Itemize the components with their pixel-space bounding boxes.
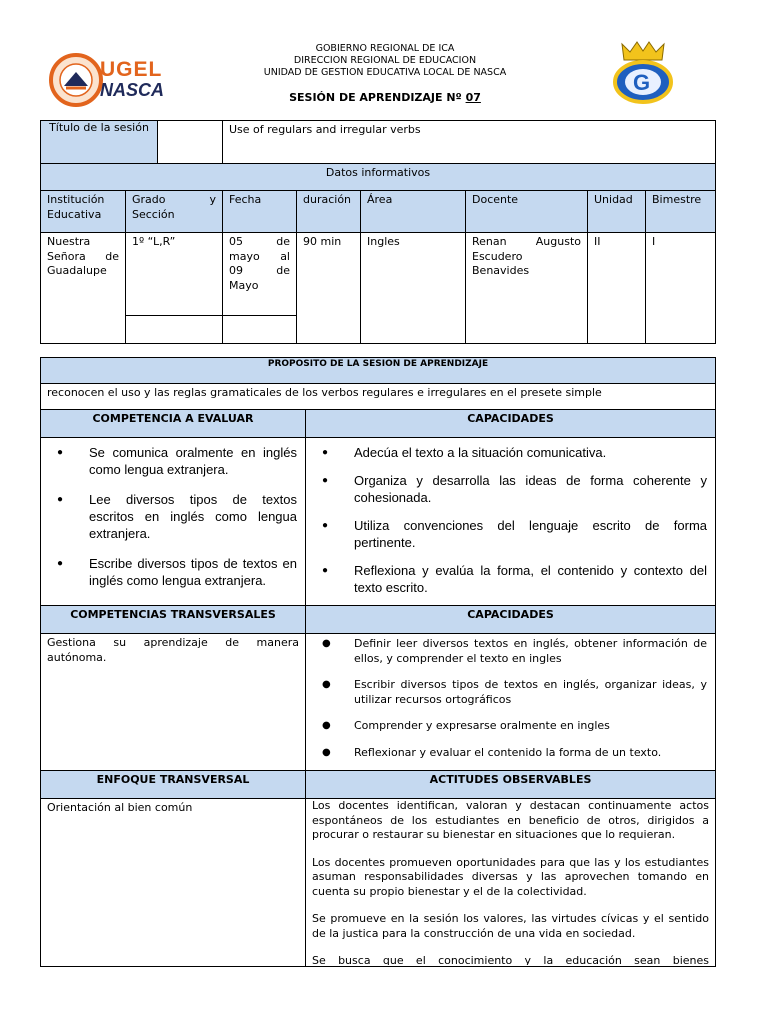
capacidad-item: ● Reflexiona y evalúa la forma, el contenido y contexto del texto escrito. — [306, 562, 707, 596]
actitud-paragraph: Se busca que el conocimiento y la educación sean bienes — [312, 954, 709, 965]
capacidades-list-2 — [306, 637, 707, 760]
val-area: Ingles — [361, 233, 466, 344]
capacidades-header-2: CAPACIDADES — [306, 606, 716, 634]
competencia-item: ● Lee diversos tipos de textos escritos en inglés como lengua extranjera. — [41, 491, 297, 542]
val-bimestre: I — [646, 233, 716, 344]
actitud-paragraph: Se promueve en la sesión los valores, las virtudes cívicas y el sentido de la justica para la construcción de una vida en sociedad. — [312, 912, 709, 940]
session-title-prefix: SESIÓN DE APRENDIZAJE Nº — [289, 91, 466, 104]
header-line-3: UNIDAD DE GESTION EDUCATIVA LOCAL DE NASCA — [263, 67, 507, 78]
col-fecha: Fecha — [223, 191, 297, 233]
school-crest-logo — [610, 38, 676, 104]
competencia-header: COMPETENCIA A EVALUAR — [41, 410, 306, 438]
enfoque-header: ENFOQUE TRANSVERSAL — [41, 771, 306, 799]
val-duracion: 90 min — [297, 233, 361, 344]
val-fecha-empty — [223, 316, 297, 344]
info-table — [40, 120, 716, 344]
val-grado-empty — [126, 316, 223, 344]
capacidades-header-1: CAPACIDADES — [306, 410, 716, 438]
capacidad-item: ● Utiliza convenciones del lenguaje escrito de forma pertinente. — [306, 517, 707, 551]
actitudes-header: ACTITUDES OBSERVABLES — [306, 771, 716, 799]
transversales-header: COMPETENCIAS TRANSVERSALES — [41, 606, 306, 634]
session-number: 07 — [465, 91, 481, 104]
col-unidad: Unidad — [588, 191, 646, 233]
val-fecha: 05 de mayo al 09 de Mayo — [223, 233, 297, 316]
header-line-2: DIRECCION REGIONAL DE EDUCACION — [293, 55, 477, 66]
val-institucion: Nuestra Señora de Guadalupe — [41, 233, 126, 344]
capacidad-item: ● Escribir diversos tipos de textos en inglés, organizar ideas, y utilizar recursos ortográficos — [306, 678, 707, 707]
col-bimestre: Bimestre — [646, 191, 716, 233]
logo-ugel-text: UGEL — [100, 58, 163, 81]
header-line-1: GOBIERNO REGIONAL DE ICA — [315, 43, 455, 54]
capacidad-item: ● Reflexionar y evaluar el contenido la forma de un texto. — [306, 746, 707, 761]
capacidad-item: ● Definir leer diversos textos en inglés, obtener información de ellos, y comprender el texto en ingles — [306, 637, 707, 666]
session-table — [40, 357, 716, 967]
col-grado: Grado y Sección — [126, 191, 223, 233]
session-title — [200, 92, 570, 104]
purpose-label: PROPOSITO DE LA SESION DE APRENDIZAJE — [41, 358, 716, 384]
actitud-paragraph: Los docentes identifican, valoran y destacan continuamente actos espontáneos de los estudiantes en beneficio de otros, dirigidos a procurar o restaurar su bienestar en situaciones que lo requieran. — [312, 799, 709, 841]
datos-informativos-label: Datos informativos — [41, 164, 716, 191]
transversal-competencia: Gestiona su aprendizaje de manera autónoma. — [41, 634, 306, 771]
col-institucion: Institución Educativa — [41, 191, 126, 233]
ugel-logo — [48, 52, 173, 108]
val-grado: 1º “L,R” — [126, 233, 223, 316]
val-unidad: II — [588, 233, 646, 344]
col-area: Área — [361, 191, 466, 233]
crest-letter: G — [633, 70, 651, 95]
session-title-label: Título de la sesión — [41, 121, 158, 163]
competencia-list — [41, 444, 297, 589]
competencia-item: ● Escribe diversos tipos de textos en inglés como lengua extranjera. — [41, 555, 297, 589]
val-docente: Renan Augusto Escudero Benavides — [466, 233, 588, 344]
capacidad-item: ● Comprender y expresarse oralmente en ingles — [306, 719, 707, 734]
capacidad-item: ● Adecúa el texto a la situación comunicativa. — [306, 444, 707, 461]
session-title-value: Use of regulars and irregular verbs — [223, 121, 716, 164]
actitud-paragraph: Los docentes promueven oportunidades para que las y los estudiantes asuman responsabilidades diversas y las aprovechen tomando en cuenta su propio bienestar y el de la colectividad. — [312, 855, 709, 898]
purpose-text: reconocen el uso y las reglas gramaticales de los verbos regulares e irregulares en el presete simple — [41, 384, 716, 410]
capacidades-list-1 — [306, 444, 707, 596]
capacidad-item: ● Organiza y desarrolla las ideas de forma coherente y cohesionada. — [306, 472, 707, 506]
col-docente: Docente — [466, 191, 588, 233]
competencia-item: ● Se comunica oralmente en inglés como lengua extranjera. — [41, 444, 297, 478]
logo-nasca-text: NASCA — [100, 80, 165, 100]
col-duracion: duración — [297, 191, 361, 233]
header-text — [200, 43, 570, 79]
enfoque-text: Orientación al bien común — [41, 799, 306, 967]
